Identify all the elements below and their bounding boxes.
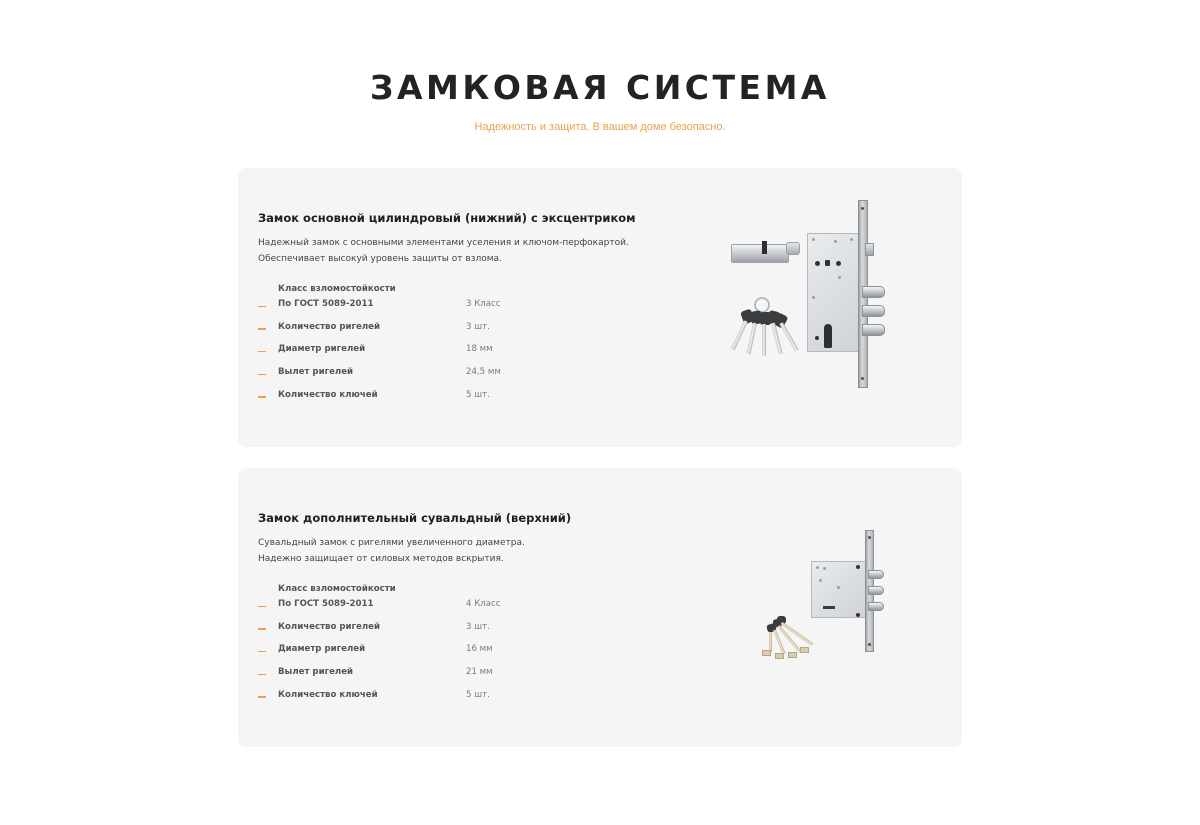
spec-row xyxy=(258,584,558,618)
page-title: ЗАМКОВАЯ СИСТЕМА xyxy=(370,68,830,107)
cylinder-icon xyxy=(731,244,789,263)
spec-list xyxy=(258,284,558,409)
spec-label: Количество ригелей xyxy=(278,621,381,632)
bolt-icon xyxy=(868,570,884,579)
spec-label: Количество ключей xyxy=(278,689,378,700)
spec-row xyxy=(258,686,558,709)
dash-bullet-icon xyxy=(258,674,266,676)
dash-bullet-icon xyxy=(258,328,266,330)
lock-title: Замок дополнительный сувальдный (верхний) xyxy=(258,511,572,525)
lock-title: Замок основной цилиндровый (нижний) с эксцентриком xyxy=(258,211,636,225)
description-line: Обеспечивает высокуй уровень защиты от взлома. xyxy=(258,253,502,264)
spec-value: 3 Класс xyxy=(466,299,501,309)
spec-value: 18 мм xyxy=(466,344,493,355)
lock-description xyxy=(258,236,678,267)
description-line: Надежно защищает от силовых методов вскрытия. xyxy=(258,553,504,564)
dash-bullet-icon xyxy=(258,628,266,630)
spec-label: Количество ключей xyxy=(278,389,378,400)
spec-value: 3 шт. xyxy=(466,621,490,632)
spec-row xyxy=(258,318,558,341)
description-line: Сувальдный замок с ригелями увеличенного диаметра. xyxy=(258,538,525,548)
dash-bullet-icon xyxy=(258,606,266,608)
spec-row xyxy=(258,363,558,386)
spec-row xyxy=(258,663,558,686)
spec-value: 4 Класс xyxy=(466,599,501,609)
lock-body-icon xyxy=(811,561,866,618)
spec-value: 3 шт. xyxy=(466,321,490,332)
spec-value: 24,5 мм xyxy=(466,367,501,378)
spec-value: 16 мм xyxy=(466,644,493,655)
dash-bullet-icon xyxy=(258,696,266,698)
spec-row xyxy=(258,618,558,641)
dash-bullet-icon xyxy=(258,651,266,653)
spec-label: Вылет ригелей xyxy=(278,667,354,678)
spec-row xyxy=(258,386,558,409)
dash-bullet-icon xyxy=(258,374,266,376)
spec-label: Диаметр ригелей xyxy=(278,644,366,655)
cylinder-lock-image xyxy=(720,190,900,400)
spec-label: Класс взломостойкости По ГОСТ 5089-2011 xyxy=(278,584,396,609)
lock-card-main xyxy=(238,168,962,447)
spec-row xyxy=(258,341,558,364)
dash-bullet-icon xyxy=(258,306,266,308)
spec-label: Класс взломостойкости По ГОСТ 5089-2011 xyxy=(278,284,396,309)
spec-label: Диаметр ригелей xyxy=(278,344,366,355)
lever-lock-image xyxy=(750,520,890,670)
key-icon xyxy=(731,320,748,351)
spec-value: 5 шт. xyxy=(466,689,490,700)
dash-bullet-icon xyxy=(258,396,266,398)
spec-row xyxy=(258,284,558,318)
spec-value: 5 шт. xyxy=(466,389,490,400)
latch-icon xyxy=(865,243,874,256)
spec-list xyxy=(258,584,558,709)
description-line: Надежный замок с основными элементами уселения и ключом-перфокартой. xyxy=(258,238,629,248)
spec-label: Вылет ригелей xyxy=(278,367,354,378)
lock-description xyxy=(258,536,678,567)
bolt-icon xyxy=(862,286,885,298)
page-subtitle: Надежность и защита. В вашем доме безопасно. xyxy=(474,121,726,133)
spec-row xyxy=(258,641,558,664)
spec-label: Количество ригелей xyxy=(278,321,381,332)
lock-card-additional xyxy=(238,468,962,747)
spec-value: 21 мм xyxy=(466,667,493,678)
dash-bullet-icon xyxy=(258,351,266,353)
lock-body-icon xyxy=(807,233,859,352)
